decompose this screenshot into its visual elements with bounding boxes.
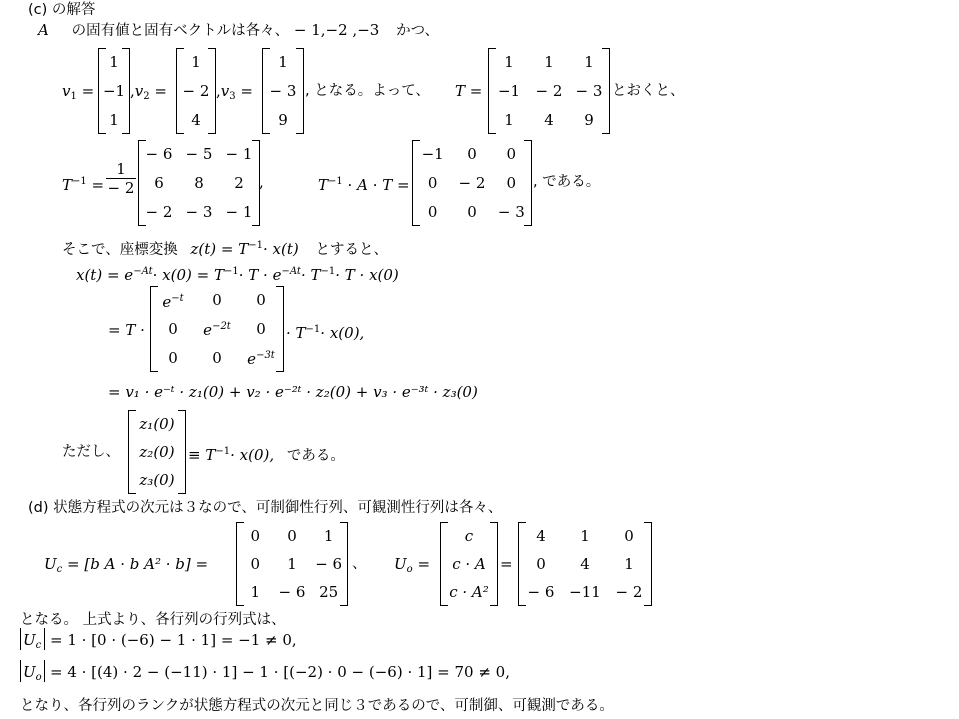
eq1-tail: とおくと、 <box>612 83 685 99</box>
eigen-intro-text: の固有値と固有ベクトルは各々、 <box>71 23 290 39</box>
det-uc-expr: = 1 · [0 · (−6) − 1 · 1] = −1 ≠ 0, <box>50 631 297 649</box>
eq8-separator: 、 <box>352 556 367 572</box>
det-uc: $U_c$ <box>23 631 42 651</box>
exp-diag-matrix: $e^{-t}$ 0 0 0 $e^{-2t}$ 0 0 0 $e^{-3t}$ <box>150 286 284 372</box>
v1-label: $v_1$ = <box>62 82 95 102</box>
conclusion: となり、各行列のランクが状態方程式の次元と同じ３であるので、可制御、可観測である。 <box>20 698 614 714</box>
t-label: T = <box>455 82 483 100</box>
heading-d: (d) 状態方程式の次元は３なので、可制御性行列、可観測性行列は各々、 <box>28 500 503 516</box>
tat-label: $T^{-1} \cdot A \cdot T$ = <box>318 176 410 194</box>
eq5-prefix: = T · <box>108 321 145 339</box>
eq7-prefix: ただし、 <box>62 444 120 460</box>
v2-vector: 1 − 2 4 <box>176 48 216 134</box>
tinv-fraction: $\frac{1}{- 2}$ <box>107 160 135 197</box>
eq7-expr: ≡ $T^{-1}\cdot x(0)$, である。 <box>188 446 345 464</box>
uo-definition-vector: c c · A c · A² <box>440 522 498 606</box>
eq2-tail: , である。 <box>533 174 601 190</box>
matrix-a-symbol: A <box>38 21 49 39</box>
tinv-matrix: − 6 − 5 − 1 6 8 2 − 2 − 3 − 1 <box>138 140 260 226</box>
v2-label: $,v_2$ = <box>130 82 167 102</box>
observability-matrix: 4 1 0 0 4 1 − 6 −11 − 2 <box>518 522 652 606</box>
coordinate-transform-line: そこで、座標変換 $z(t) = T^{-1}\cdot x(t)$ とすると、 <box>62 240 389 258</box>
det-uo: $U_o$ <box>23 663 42 683</box>
eigen-intro-tail: かつ、 <box>396 23 440 39</box>
controllability-matrix: 0 0 1 0 1 − 6 1 − 6 25 <box>236 522 348 606</box>
eigenvalues: − 1,−2 ,−3 <box>293 21 380 39</box>
document-page: (c) の解答 A の固有値と固有ベクトルは各々、 − 1,−2 ,−3 かつ、 $v_1$ = 1 −1 1 $,v_2$ = 1 − 2 4 $,v_3$ = 1 − 3 9 , となる。よって、 T = 1 1 1 −1 − 2 − 3 1 4 9 とおくと、 $T^{-1}$ = $\frac{1}{- 2}$ − 6 − 5 − 1 6 8 2 − 2 − 3 − 1 , $T^{-1} \cdot A \cdot T$ = −1 0 0 0 − 2 0 0 0 − 3 , である。 そこで、座標変換 $z(t) = T^{-1}\cdot x(t)$ とすると、 $x(t) = e^{-At}\cdot x(0) = T^{-1}\cdot T \cdot e^{-At}\cdot T^{-1}\cdot T \cdot x(0)$ = T · $e^{-t}$ 0 0 0 $e^{-2t}$ 0 0 0 $e^{-3t}$ · $T^{-1}\cdot x(0)$, = v₁ · e⁻ᵗ · z₁(0) + v₂ · e⁻²ᵗ · z₂(0) + v₃ · e⁻³ᵗ · z₃(0) ただし、 z₁(0) z₂(0) z₃(0) ≡ $T^{-1}\cdot x(0)$, である。 (d) 状態方程式の次元は３なので、可制御性行列、可観測性行列は各々、 $U_c = [b$ A · b A² · b] = 0 0 1 0 1 − 6 1 − 6 25 、 $U_o$ = c c · A c · A² = 4 1 0 0 4 1 − 6 −11 − 2 となる。 上式より、各行列の行列式は、 $U_c$ = 1 · [0 · (−6) − 1 · 1] = −1 ≠ 0, $U_o$ = 4 · [(4) · 2 − (−11) · 1] − 1 · [(−2) · 0 − (−6) · 1] = 70 ≠ 0, となり、各行列のランクが状態方程式の次元と同じ３であるので、可制御、可観測である。 <box>20 2 685 714</box>
v1-vector: 1 −1 1 <box>98 48 130 134</box>
tat-matrix: −1 0 0 0 − 2 0 0 0 − 3 <box>412 140 532 226</box>
tinv-label: $T^{-1}$ = <box>62 176 105 194</box>
heading-c: (c) の解答 <box>28 2 96 18</box>
uo-label: $U_o$ = <box>394 555 431 575</box>
v3-vector: 1 − 3 9 <box>262 48 304 134</box>
t-matrix: 1 1 1 −1 − 2 − 3 1 4 9 <box>488 48 610 134</box>
determinant-intro: となる。 上式より、各行列の行列式は、 <box>20 612 286 628</box>
v3-label: $,v_3$ = <box>216 82 253 102</box>
z-vector: z₁(0) z₂(0) z₃(0) <box>128 410 186 494</box>
det-uo-expr: = 4 · [(4) · 2 − (−11) · 1] − 1 · [(−2) · 0 − (−6) · 1] = 70 ≠ 0, <box>50 663 510 681</box>
solution-eq-3: = v₁ · e⁻ᵗ · z₁(0) + v₂ · e⁻²ᵗ · z₂(0) + v₃ · e⁻³ᵗ · z₃(0) <box>108 383 478 401</box>
solution-eq-1: $x(t) = e^{-At}\cdot x(0) = T^{-1}\cdot T \cdot e^{-At}\cdot T^{-1}\cdot T \cdot x(0)$ <box>76 266 399 284</box>
uc-label: $U_c = [b$ A · b A² · b] = <box>44 555 209 575</box>
eq1-text: , となる。よって、 <box>305 83 430 99</box>
eq5-suffix: · $T^{-1}\cdot x(0)$, <box>286 324 365 342</box>
eigen-intro-line <box>38 20 439 41</box>
